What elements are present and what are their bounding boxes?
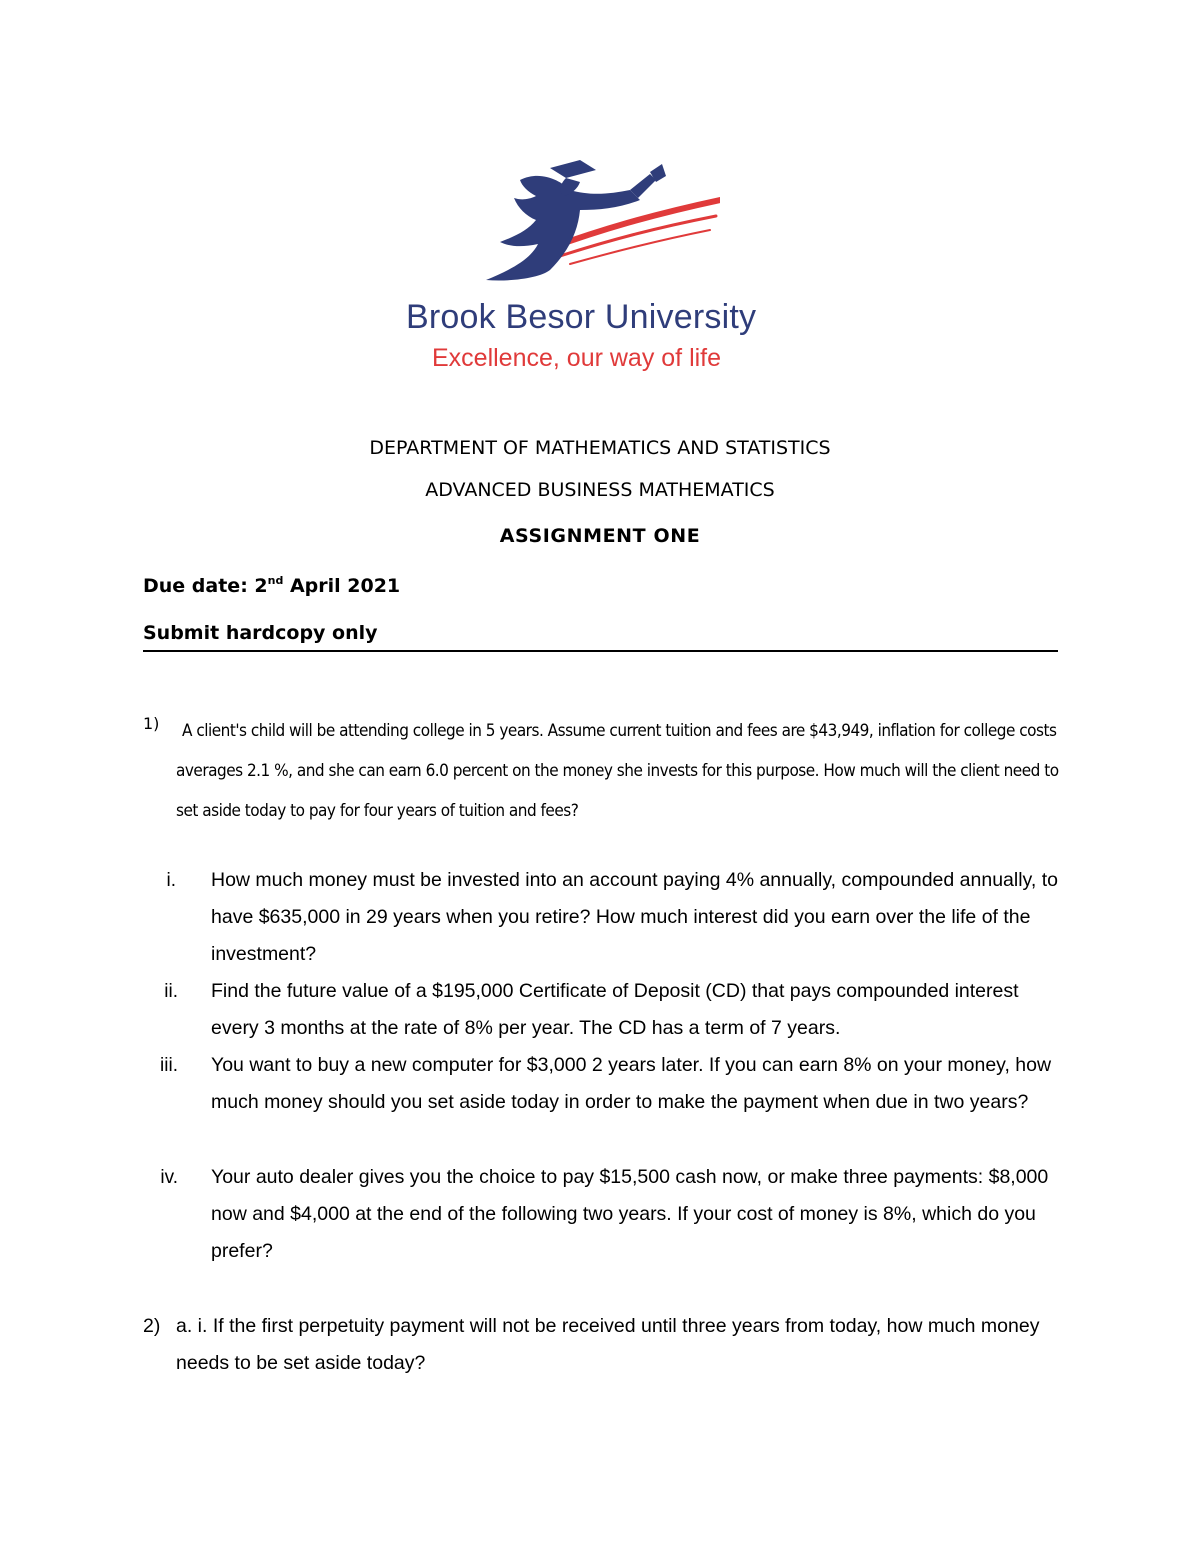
- subquestion-number: i.: [166, 870, 176, 891]
- subquestion-number: iii.: [160, 1055, 178, 1076]
- subquestion-text: Find the future value of a $195,000 Certificate of Deposit (CD) that pays compounded interest every 3 months at the rate of 8% per year. The CD has a term of 7 years.: [211, 980, 1019, 1039]
- university-logo: [400, 160, 800, 390]
- department-heading: DEPARTMENT OF MATHEMATICS AND STATISTICS: [369, 437, 831, 459]
- question-number: 1): [143, 714, 160, 733]
- submission-note: Submit hardcopy only: [143, 622, 378, 644]
- question-number: 2): [143, 1315, 161, 1337]
- course-heading: ADVANCED BUSINESS MATHEMATICS: [425, 479, 775, 501]
- university-tagline: Excellence, our way of life: [432, 344, 722, 372]
- header-divider: [143, 650, 1058, 652]
- subquestion-text: Your auto dealer gives you the choice to pay $15,500 cash now, or make three payments: $8,000 now and $4,000 at the end of the following two years. If your cost of money is 8%, which do you prefer?: [211, 1166, 1049, 1262]
- question-text: a. i. If the first perpetuity payment will not be received until three years from today, how much money needs to be set aside today?: [176, 1315, 1040, 1374]
- subquestion-number: ii.: [164, 981, 178, 1002]
- university-name: Brook Besor University: [406, 298, 757, 336]
- due-date: Due date: 2nd April 2021: [143, 574, 401, 597]
- assignment-title: ASSIGNMENT ONE: [499, 525, 701, 547]
- subquestion-text: You want to buy a new computer for $3,000 2 years later. If you can earn 8% on your money, how much money should you set aside today in order to make the payment when due in two years?: [211, 1054, 1052, 1113]
- subquestion-number: iv.: [160, 1167, 178, 1188]
- question-text: A client's child will be attending college in 5 years. Assume current tuition and fees are $43,949, inflation for college costs averages 2.1 %, and she can earn 6.0 percent on the money she invests for this purpose. How much will the client need to set aside today to pay for four years of tuition and fees?: [176, 721, 1059, 821]
- subquestion-text: How much money must be invested into an account paying 4% annually, compounded annually, to have $635,000 in 29 years when you retire? How much interest did you earn over the life of the investment?: [211, 869, 1058, 965]
- graduate-mascot-icon: [480, 160, 720, 290]
